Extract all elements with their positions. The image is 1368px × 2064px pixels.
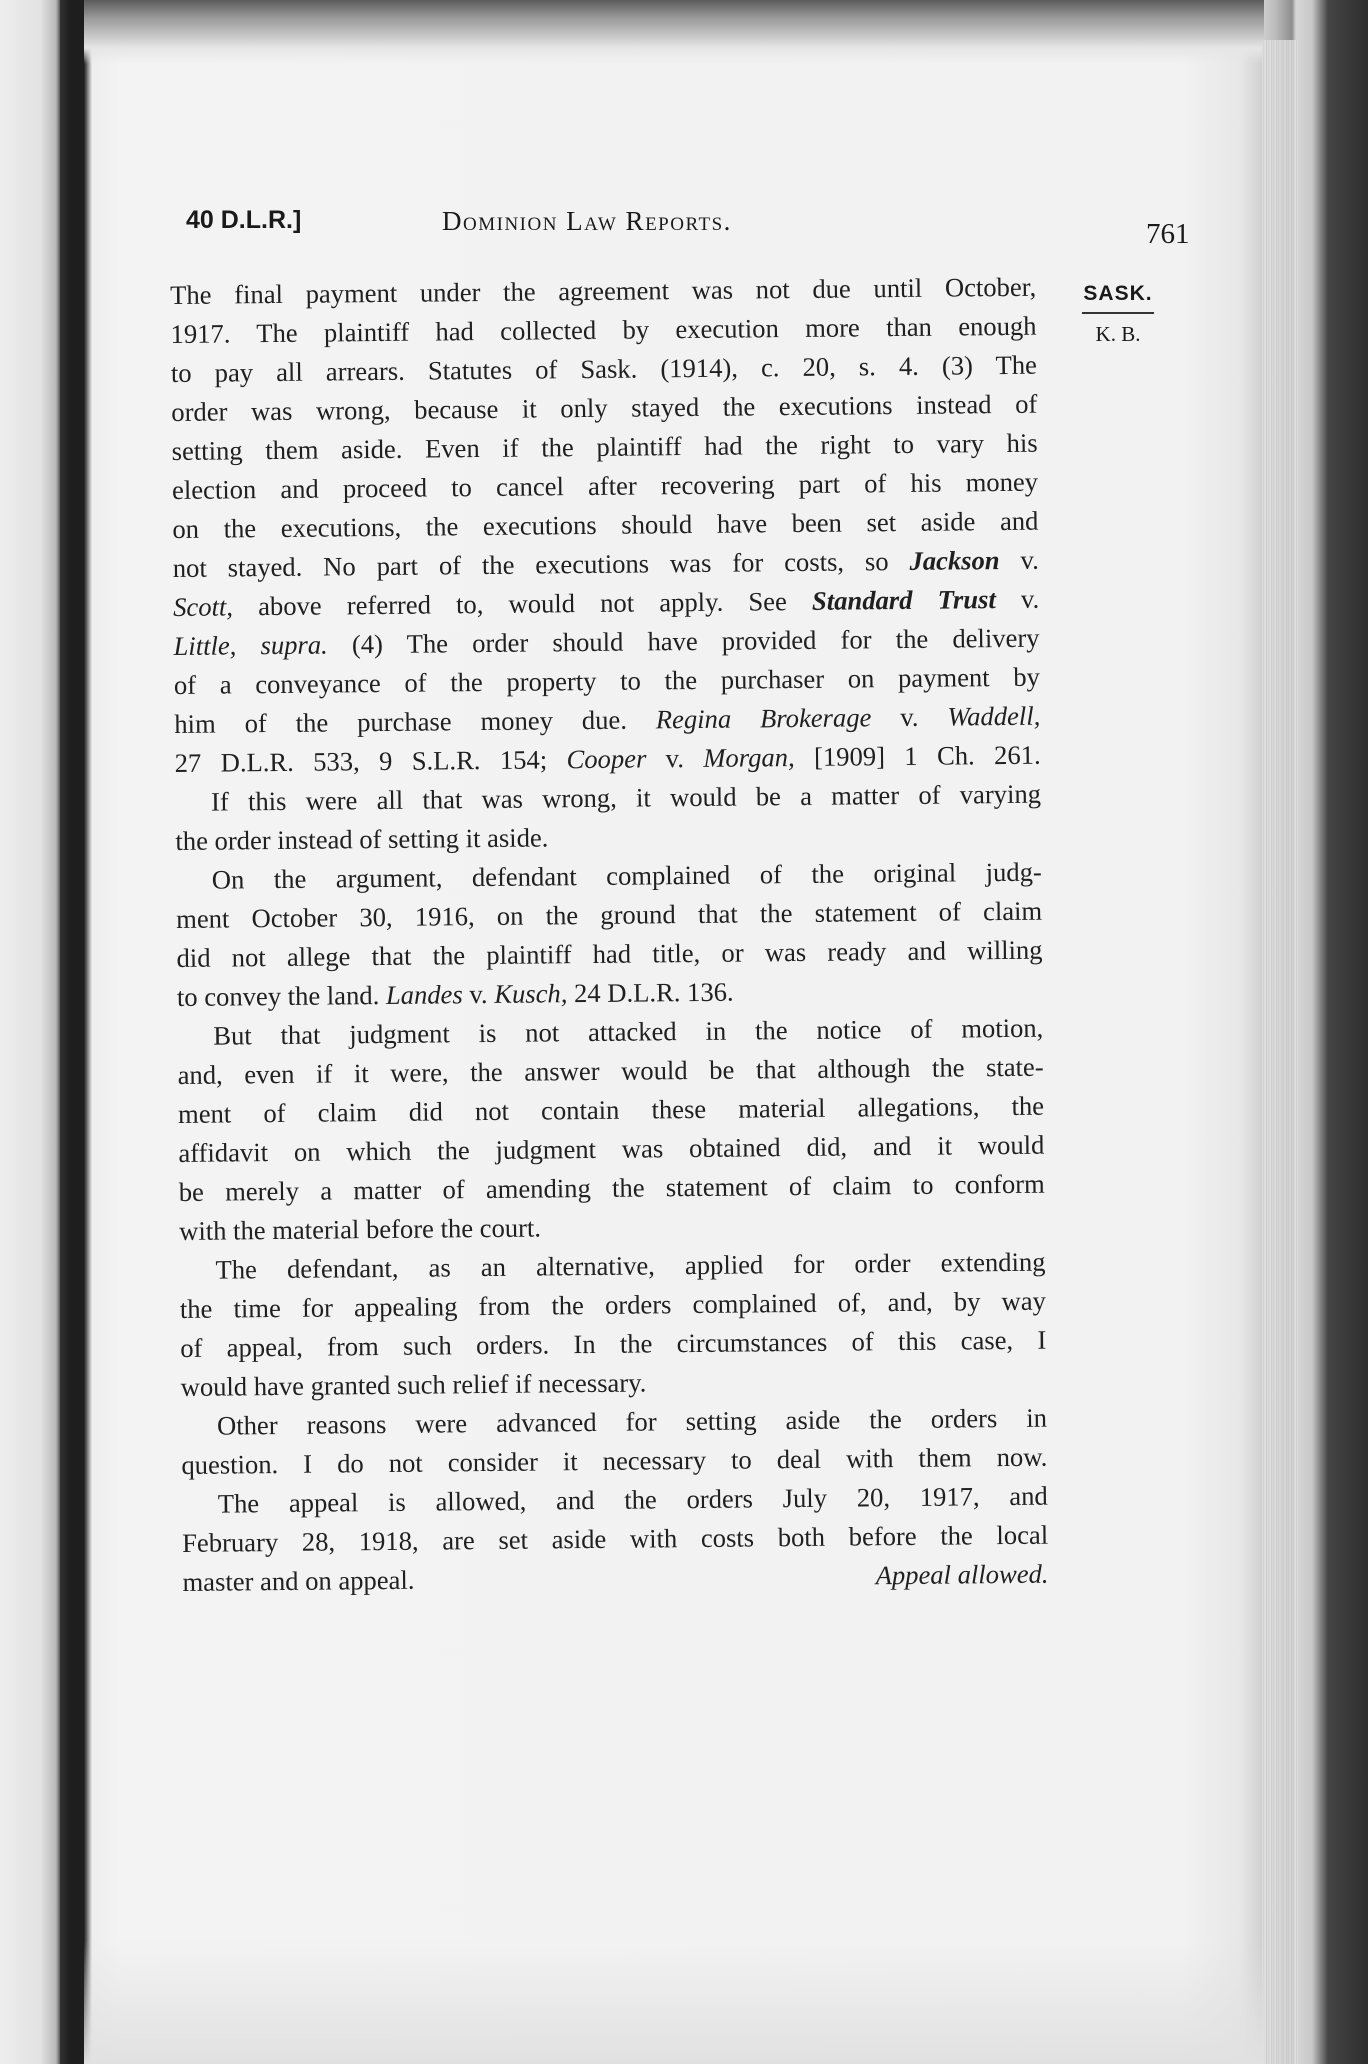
sidenote-court: K. B. bbox=[1095, 322, 1141, 346]
case-name: Morgan, bbox=[703, 742, 795, 773]
text-line: Other reasons were advanced for setting aside the orders in bbox=[216, 1402, 1048, 1441]
text-line: on the executions, the executions should have been set aside and bbox=[172, 505, 1039, 544]
text-line: of appeal, from such orders. In the circumstances of this case, I bbox=[180, 1324, 1047, 1363]
text-line: the time for appealing from the orders complained of, and, by way bbox=[179, 1285, 1047, 1324]
text-line: would have granted such relief if necessary. bbox=[180, 1367, 647, 1402]
text-line: the order instead of setting it aside. bbox=[175, 822, 549, 856]
text-line: The defendant, as an alternative, applied for order extending bbox=[215, 1246, 1046, 1285]
text-line: not stayed. No part of the executions was for costs, so Jackson v. bbox=[172, 544, 1039, 583]
text-line: to convey the land. Landes v. Kusch, 24 D.L.R. 136. bbox=[176, 976, 734, 1012]
case-name: Scott, bbox=[173, 591, 234, 622]
book-page-edges bbox=[1262, 40, 1298, 2064]
case-name: Kusch, bbox=[494, 978, 568, 1009]
case-name: Standard Trust bbox=[811, 584, 996, 616]
text-line: master and on appeal. Appeal allowed. bbox=[182, 1555, 1048, 1602]
text-line: him of the purchase money due. Regina Brokerage v. Waddell, bbox=[174, 700, 1041, 739]
text-line: order was wrong, because it only stayed the executions instead of bbox=[171, 388, 1038, 427]
text-line: ment of claim did not contain these material allegations, the bbox=[177, 1090, 1045, 1129]
text-line: ment October 30, 1916, on the ground that the statement of claim bbox=[176, 895, 1043, 934]
judgment-body bbox=[170, 268, 1049, 1602]
text-line: affidavit on which the judgment was obtained did, and it would bbox=[178, 1129, 1045, 1168]
text-line: election and proceed to cancel after recovering part of his money bbox=[171, 466, 1039, 505]
text-line: of a conveyance of the property to the purchaser on payment by bbox=[173, 661, 1041, 700]
text-line: On the argument, defendant complained of the original judg- bbox=[211, 856, 1042, 895]
text-line: The final payment under the agreement was not due until October, bbox=[170, 271, 1037, 310]
text-line: February 28, 1918, are set aside with costs both before the local bbox=[182, 1519, 1049, 1558]
text-line: The appeal is allowed, and the orders July 20, 1917, and bbox=[217, 1480, 1048, 1519]
text-line: setting them aside. Even if the plaintiff had the right to vary his bbox=[171, 427, 1038, 466]
page-top-shadow bbox=[84, 0, 1264, 64]
case-name: Landes bbox=[385, 979, 463, 1010]
text-line: 27 D.L.R. 533, 9 S.L.R. 154; Cooper v. Morgan, [1909] 1 Ch. 261. bbox=[174, 739, 1041, 778]
case-name: Jackson bbox=[909, 545, 1000, 576]
text-line: and, even if it were, the answer would be that although the state- bbox=[177, 1051, 1044, 1090]
text-line: be merely a matter of amending the statement of claim to conform bbox=[178, 1168, 1045, 1207]
page-number: 761 bbox=[1146, 218, 1190, 250]
text-line: did not allege that the plaintiff had title, or was ready and willing bbox=[176, 934, 1043, 973]
text-line: Little, supra. (4) The order should have provided for the delivery bbox=[173, 622, 1040, 661]
running-head-title: Dominion Law Reports. bbox=[442, 206, 732, 236]
text-line: to pay all arrears. Statutes of Sask. (1914), c. 20, s. 4. (3) The bbox=[170, 349, 1038, 388]
facing-page-edge bbox=[0, 0, 60, 2064]
case-name: Regina Brokerage bbox=[655, 702, 872, 735]
text-line: 1917. The plaintiff had collected by execution more than enough bbox=[170, 310, 1037, 349]
case-name: Little, supra. bbox=[173, 629, 328, 661]
sidenote-province: SASK. bbox=[1082, 282, 1154, 314]
disposition: Appeal allowed. bbox=[875, 1558, 1049, 1591]
running-head-volume: 40 D.L.R.] bbox=[186, 206, 302, 234]
page-bottom-shade bbox=[84, 1940, 1264, 2064]
text-line: Scott, above referred to, would not apply. See Standard Trust v. bbox=[173, 583, 1040, 622]
text-line: with the material before the court. bbox=[179, 1212, 542, 1246]
case-name: Cooper bbox=[566, 743, 647, 775]
text-line: But that judgment is not attacked in the notice of motion, bbox=[213, 1012, 1044, 1051]
text-line: question. I do not consider it necessary to deal with them now. bbox=[181, 1441, 1048, 1480]
case-name: Waddell, bbox=[947, 700, 1041, 732]
text-line: If this were all that was wrong, it would be a matter of varying bbox=[210, 778, 1042, 817]
margin-sidenote bbox=[1082, 282, 1154, 347]
